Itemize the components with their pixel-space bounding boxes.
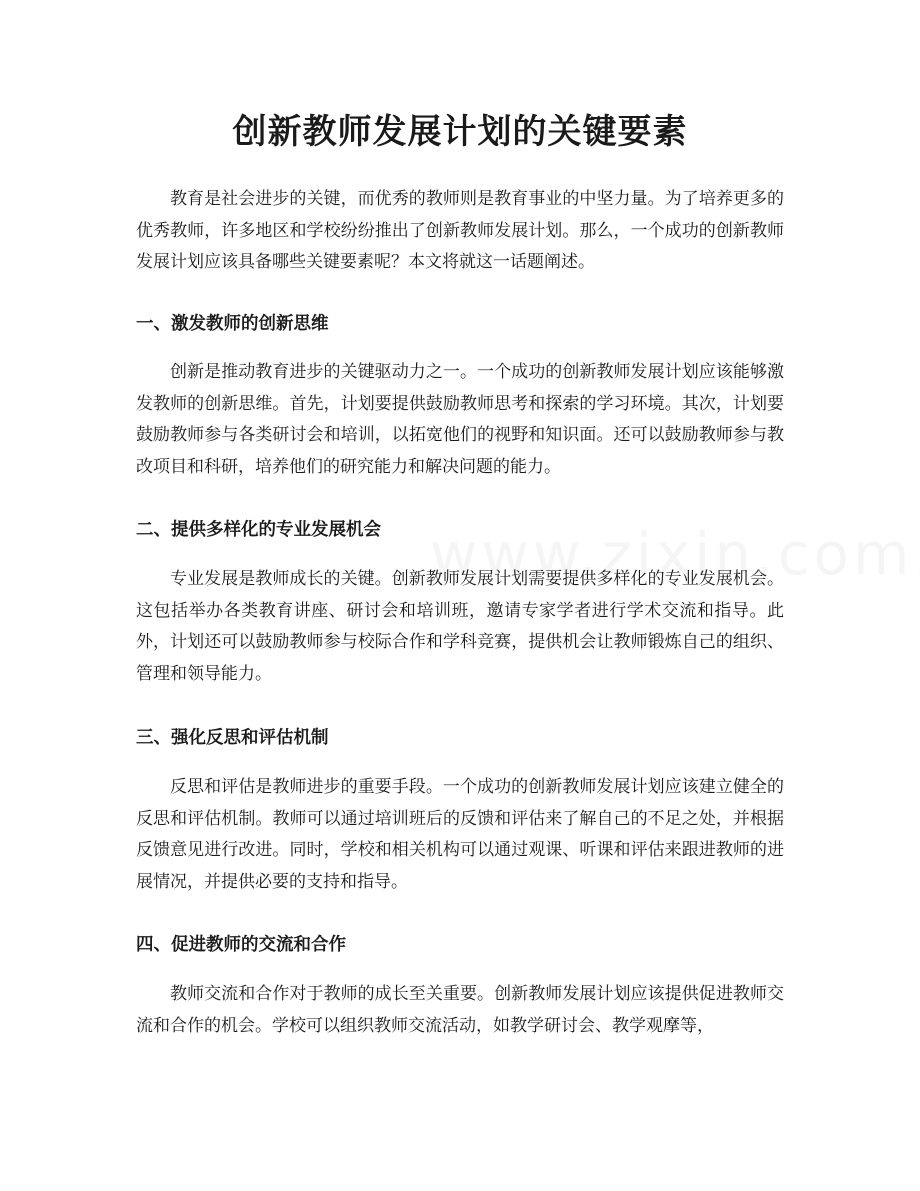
document-title: 创新教师发展计划的关键要素 [232,112,688,152]
section-heading-3: 三、强化反思和评估机制 [136,728,329,748]
section-body-3: 反思和评估是教师进步的重要手段。一个成功的创新教师发展计划应该建立健全的反思和评估机制。教师可以通过培训班后的反馈和评估来了解自己的不足之处，并根据反馈意见进行改进。同时，学校和相关机构可以通过观课、听课和评估来跟进教师的进展情况，并提供必要的支持和指导。 [136,777,784,892]
section-body-4: 教师交流和合作对于教师的成长至关重要。创新教师发展计划应该提供促进教师交流和合作的机会。学校可以组织教师交流活动，如教学研讨会、教学观摩等， [136,984,784,1036]
section-heading-2: 二、提供多样化的专业发展机会 [136,520,381,540]
section-heading-4: 四、促进教师的交流和合作 [136,935,346,955]
intro-paragraph: 教育是社会进步的关键，而优秀的教师则是教育事业的中坚力量。为了培养更多的优秀教师，许多地区和学校纷纷推出了创新教师发展计划。那么，一个成功的创新教师发展计划应该具备哪些关键要素呢？本文将就这一话题阐述。 [136,189,784,272]
section-body-1: 创新是推动教育进步的关键驱动力之一。一个成功的创新教师发展计划应该能够激发教师的创新思维。首先，计划要提供鼓励教师思考和探索的学习环境。其次，计划要鼓励教师参与各类研讨会和培训，以拓宽他们的视野和知识面。还可以鼓励教师参与教改项目和科研，培养他们的研究能力和解决问题的能力。 [136,362,784,477]
section-body-2: 专业发展是教师成长的关键。创新教师发展计划需要提供多样化的专业发展机会。这包括举办各类教育讲座、研讨会和培训班，邀请专家学者进行学术交流和指导。此外，计划还可以鼓励教师参与校际合作和学科竞赛，提供机会让教师锻炼自己的组织、管理和领导能力。 [136,569,784,684]
section-heading-1: 一、激发教师的创新思维 [136,314,329,334]
